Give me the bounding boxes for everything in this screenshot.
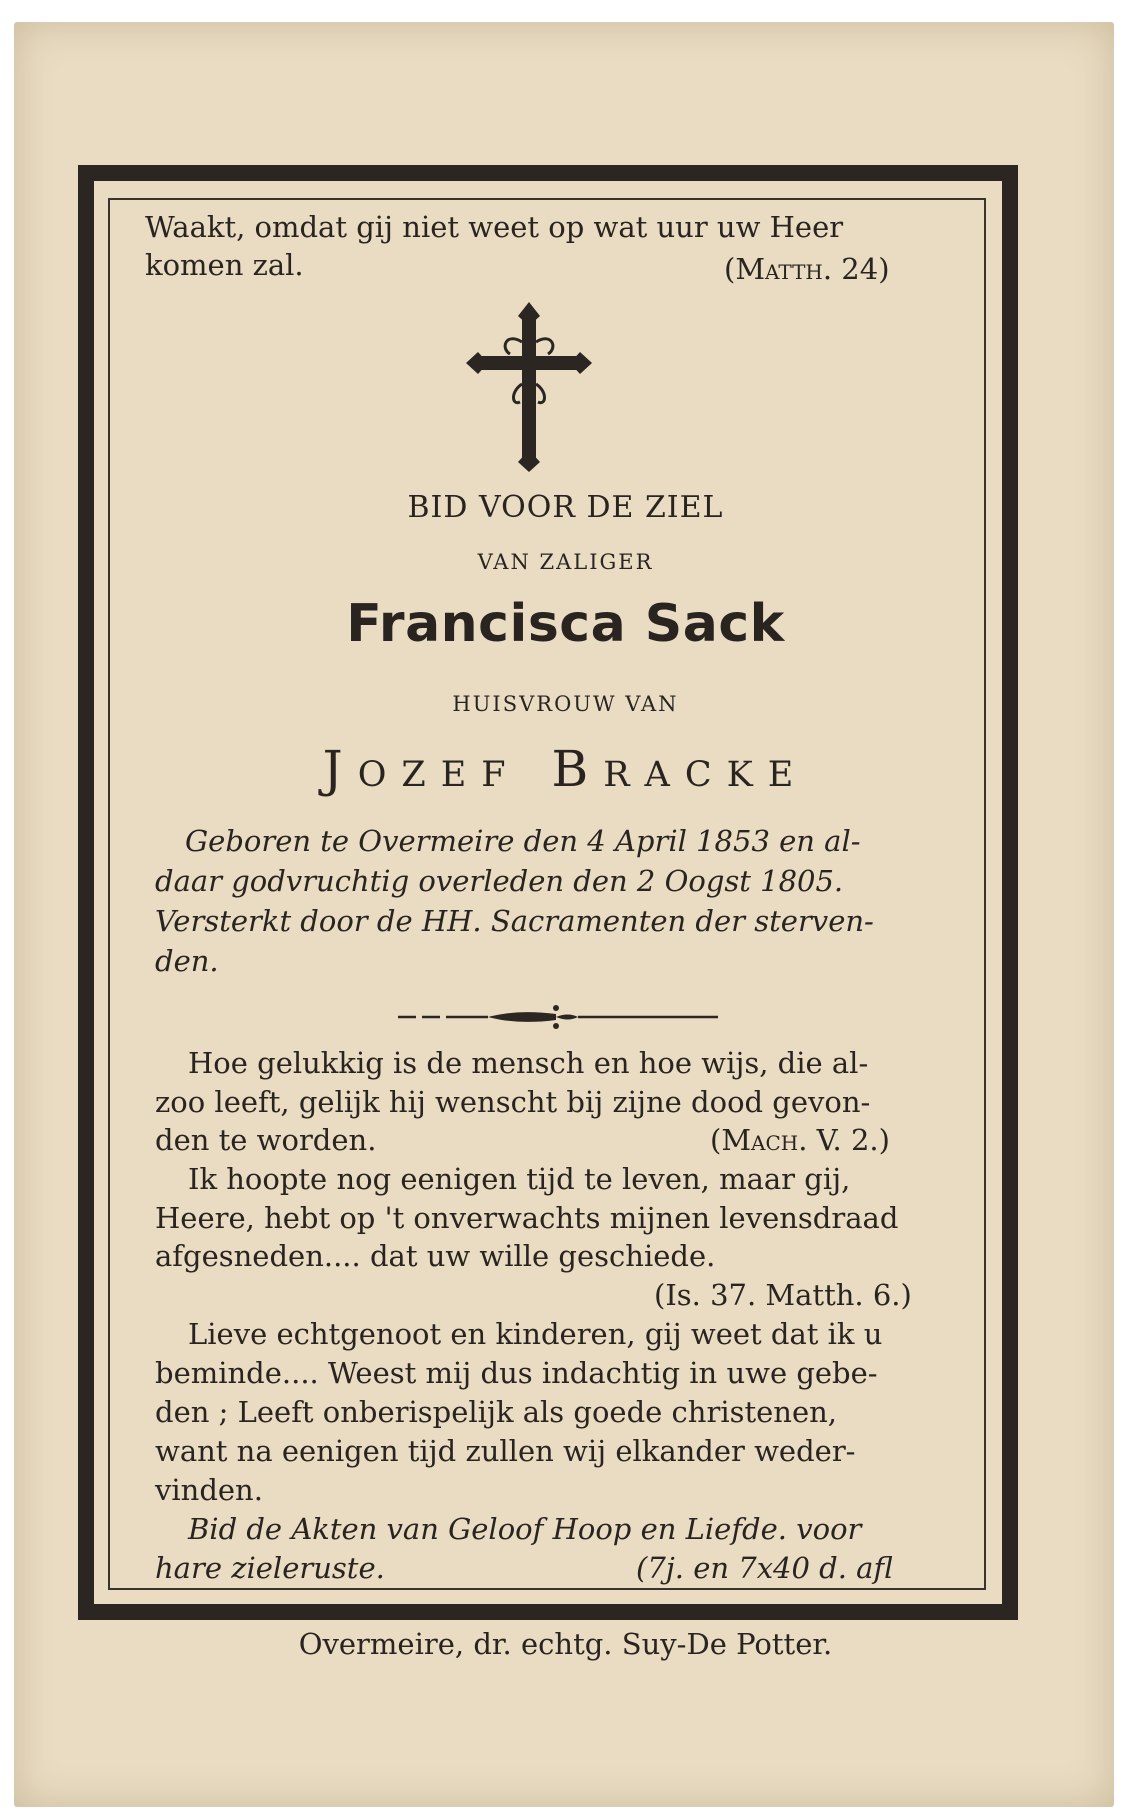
birth-line2: daar godvruchtig overleden den 2 Oogst 1805. xyxy=(155,864,844,898)
para2-line1: Ik hoopte nog eenigen tijd te leven, maar gij, xyxy=(188,1162,851,1196)
cross-icon xyxy=(466,302,592,472)
para3-line2: beminde.... Weest mij dus indachtig in uwe gebe- xyxy=(155,1356,878,1390)
para1-line1: Hoe gelukkig is de mensch en hoe wijs, die al- xyxy=(188,1046,869,1080)
para3-line5: vinden. xyxy=(155,1473,263,1507)
publisher-imprint: Overmeire, dr. echtg. Suy-De Potter. xyxy=(298,1627,833,1661)
birth-line4: den. xyxy=(155,944,219,978)
deceased-name: Francisca Sack xyxy=(346,594,785,654)
para1-line2: zoo leeft, gelijk hij wenscht bij zijne dood gevon- xyxy=(155,1085,871,1119)
closing-line1: Bid de Akten van Geloof Hoop en Liefde. voor xyxy=(188,1512,862,1546)
quote-top-line2: komen zal. xyxy=(145,248,304,282)
birth-line1: Geboren te Overmeire den 4 April 1853 en al- xyxy=(185,824,861,858)
huisvrouw-label: HUISVROUW VAN xyxy=(452,692,679,716)
para2-reference: (Is. 37. Matth. 6.) xyxy=(654,1278,912,1312)
closing-reference: (7j. en 7x40 d. afl xyxy=(636,1551,893,1585)
closing-line2: hare zieleruste. xyxy=(155,1551,385,1585)
para2-line2: Heere, hebt op 't onverwachts mijnen levensdraad xyxy=(155,1201,899,1235)
para3-line1: Lieve echtgenoot en kinderen, gij weet dat ik u xyxy=(188,1317,883,1351)
quote-top-line1: Waakt, omdat gij niet weet op wat uur uw Heer xyxy=(145,210,844,244)
para3-line3: den ; Leeft onberispelijk als goede christenen, xyxy=(155,1395,838,1429)
para3-line4: want na eenigen tijd zullen wij elkander weder- xyxy=(155,1434,856,1468)
ornamental-divider xyxy=(398,1004,718,1030)
para2-line3: afgesneden.... dat uw wille geschiede. xyxy=(155,1239,716,1273)
van-zaliger-label: VAN ZALIGER xyxy=(477,550,654,574)
para1-line3: den te worden. xyxy=(155,1123,377,1157)
husband-name: Jozef Bracke xyxy=(322,740,809,798)
para1-reference: (Mach. V. 2.) xyxy=(710,1123,890,1157)
quote-top-reference: (Matth. 24) xyxy=(724,252,890,286)
birth-line3: Versterkt door de HH. Sacramenten der sterven- xyxy=(155,904,874,938)
bid-heading: BID VOOR DE ZIEL xyxy=(407,490,724,525)
